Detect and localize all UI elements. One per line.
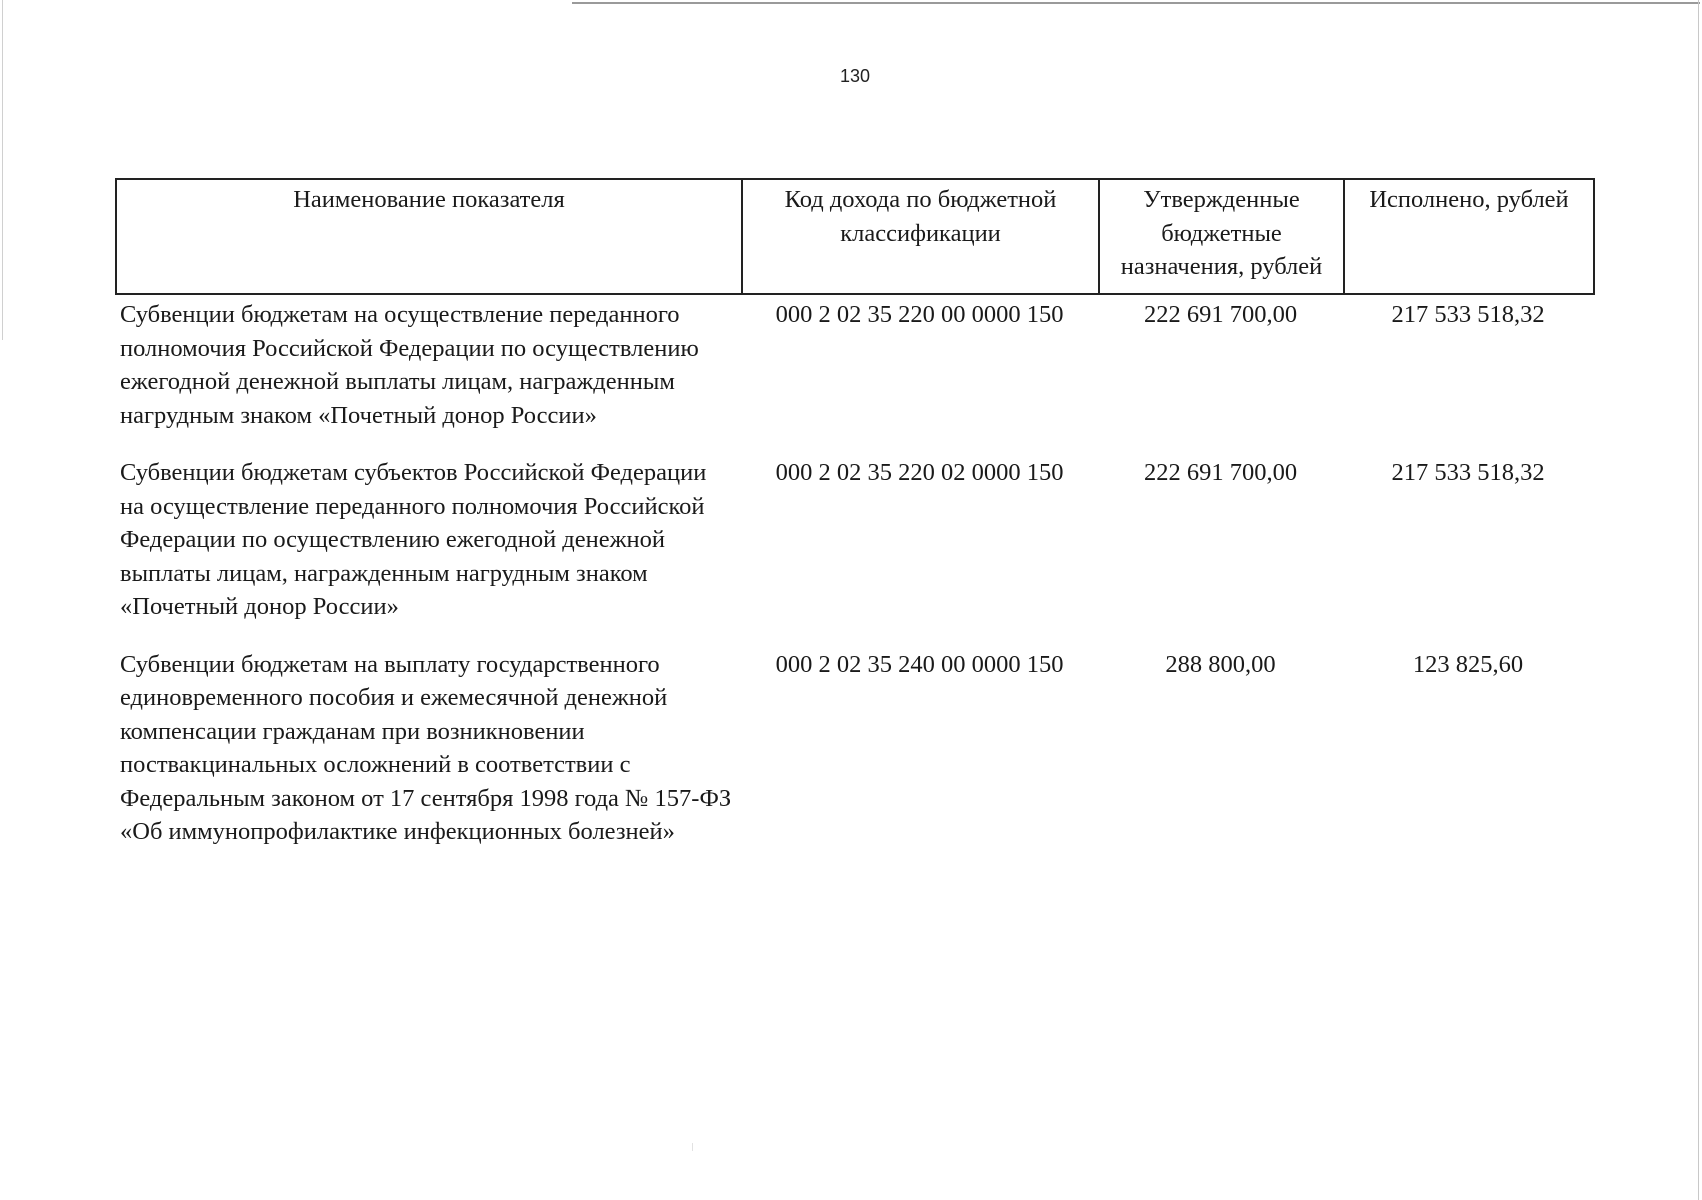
budget-income-table [115, 178, 1595, 873]
row-income-code: 000 2 02 35 220 02 0000 150 [775, 459, 1064, 486]
table-header-row [116, 179, 1594, 294]
header-executed-amount: Исполнено, рублей [1344, 179, 1594, 294]
table-row [116, 456, 1594, 648]
table-row [116, 648, 1594, 873]
header-income-code: Код дохода по бюджетной классификации [742, 179, 1099, 294]
scan-edge-right [1698, 0, 1699, 1200]
scan-speck [692, 1143, 693, 1151]
row-approved-amount: 222 691 700,00 [1143, 301, 1298, 328]
row-income-code: 000 2 02 35 220 00 0000 150 [775, 301, 1064, 328]
row-income-code: 000 2 02 35 240 00 0000 150 [775, 650, 1064, 678]
row-executed-amount: 123 825,60 [1412, 650, 1524, 678]
header-approved-amount: Утвержденные бюджетные назначения, рублей [1099, 179, 1344, 294]
row-executed-amount: 217 533 518,32 [1391, 301, 1545, 328]
row-indicator-name: Субвенции бюджетам на осуществление переданного полномочия Российской Федерации по осуществлению ежегодной денежной выплаты лицам, награжденным нагрудным знаком «Почетный донор России» [120, 301, 699, 429]
row-indicator-name: Субвенции бюджетам субъектов Российской Федерации на осуществление переданного полномочия Российской Федерации по осуществлению ежегодной денежной выплаты лицам, награжденным нагрудным знаком «Почетный донор России» [120, 459, 707, 620]
row-approved-amount: 288 800,00 [1165, 650, 1276, 678]
page-number: 130 [839, 66, 871, 86]
row-executed-amount: 217 533 518,32 [1391, 459, 1545, 486]
table-row [116, 294, 1594, 456]
scan-border-line [572, 2, 1700, 4]
header-indicator-name: Наименование показателя [116, 179, 742, 294]
scan-edge-left [2, 0, 3, 340]
row-indicator-name: Субвенции бюджетам на выплату государственного единовременного пособия и ежемесячной денежной компенсации гражданам при возникновении поствакцинальных осложнений в соответствии с Федеральным законом от 17 сентября 1998 года № 157-ФЗ «Об иммунопрофилактике инфекционных болезней» [120, 650, 732, 845]
row-approved-amount: 222 691 700,00 [1143, 459, 1298, 486]
